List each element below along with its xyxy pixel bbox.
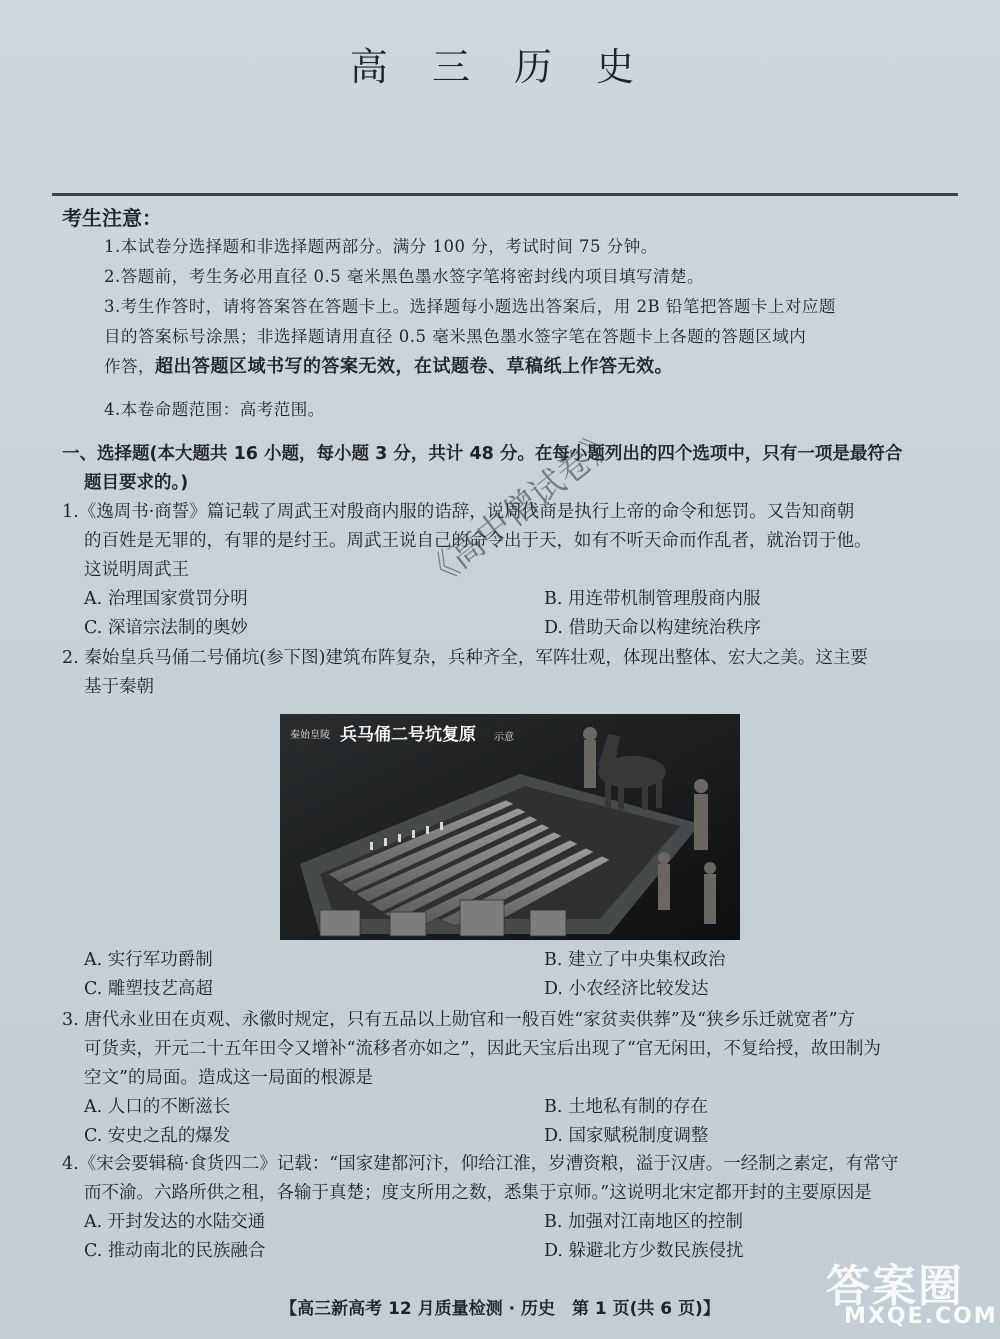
question-stem-line: 这说明周武王 bbox=[84, 560, 189, 580]
notice-item: 4.本卷命题范围：高考范围。 bbox=[104, 400, 325, 419]
options bbox=[62, 946, 962, 1004]
notice-item: 目的答案标号涂黑；非选择题请用直径 0.5 毫米黑色墨水签字笔在答题卡上各题的答题区域内 bbox=[104, 327, 807, 346]
option-a[interactable]: A. 人口的不断滋长 bbox=[84, 1097, 231, 1117]
option-d[interactable]: D. 小农经济比较发达 bbox=[544, 979, 709, 999]
figure-caption-tail: 示意 bbox=[494, 732, 514, 743]
options bbox=[62, 1093, 962, 1151]
question-3 bbox=[62, 1006, 962, 1151]
question-stem-line: 2. 秦始皇兵马俑二号俑坑(参下图)建筑布阵复杂，兵种齐全，军阵壮观，体现出整体、宏大之美。这主要 bbox=[62, 648, 868, 668]
notice-item: 3.考生作答时，请将答案答在答题卡上。选择题每小题选出答案后，用 2B 铅笔把答题卡上对应题 bbox=[104, 297, 836, 316]
question-1 bbox=[62, 498, 962, 643]
terracotta-pit-photo bbox=[280, 714, 740, 940]
option-a[interactable]: A. 治理国家赏罚分明 bbox=[84, 589, 248, 609]
pit-illustration bbox=[280, 714, 740, 940]
notice-item: 1.本试卷分选择题和非选择题两部分。满分 100 分，考试时间 75 分钟。 bbox=[104, 237, 658, 256]
question-stem-line: 4.《宋会要辑稿·食货四二》记载：“国家建都河汴，仰给江淮，岁漕资粮，溢于汉唐。一经制之素定，有常守 bbox=[62, 1154, 899, 1174]
notice-item: 2.答题前，考生务必用直径 0.5 毫米黑色墨水签字笔将密封线内项目填写清楚。 bbox=[104, 267, 704, 286]
section-heading-line: 一、选择题(本大题共 16 小题，每小题 3 分，共计 48 分。在每小题列出的四个选项中，只有一项是最符合 bbox=[62, 444, 903, 464]
option-c[interactable]: C. 深谙宗法制的奥妙 bbox=[84, 618, 248, 638]
option-c[interactable]: C. 安史之乱的爆发 bbox=[84, 1126, 231, 1146]
option-b[interactable]: B. 加强对江南地区的控制 bbox=[544, 1212, 743, 1232]
question-stem-line: 1.《逸周书·商誓》篇记载了周武王对殷商内服的诰辞，说周伐商是执行上帝的命令和惩罚。又告知商朝 bbox=[62, 502, 855, 522]
option-b[interactable]: B. 土地私有制的存在 bbox=[544, 1097, 708, 1117]
option-d[interactable]: D. 借助天命以构建统治秩序 bbox=[544, 618, 762, 638]
notice-list bbox=[104, 232, 964, 425]
question-stem-line: 可货卖，开元二十五年田令又增补“流移者亦如之”，因此天宝后出现了“官无闲田，不复给授，故田制为 bbox=[84, 1039, 881, 1059]
option-d[interactable]: D. 国家赋税制度调整 bbox=[544, 1126, 709, 1146]
notice-bold-text: 超出答题区域书写的答案无效，在试题卷、草稿纸上作答无效。 bbox=[155, 356, 673, 377]
option-b[interactable]: B. 建立了中央集权政治 bbox=[544, 950, 726, 970]
page-footer: 【高三新高考 12 月质量检测 · 历史 第 1 页(共 6 页)】 bbox=[280, 1299, 720, 1319]
option-a[interactable]: A. 开封发达的水陆交通 bbox=[84, 1212, 266, 1232]
diagonal-watermark: 《高中僧试卷》 bbox=[414, 419, 628, 598]
section-heading-line: 题目要求的。) bbox=[84, 473, 189, 493]
page-title: 高 三 历 史 bbox=[349, 45, 651, 89]
question-stem-line: 空文”的局面。造成这一局面的根源是 bbox=[84, 1068, 373, 1088]
question-2-options bbox=[62, 946, 962, 1004]
figure-caption-small: 秦始皇陵 bbox=[290, 730, 330, 741]
notice-item-prefix: 作答， bbox=[104, 357, 155, 376]
notice-heading: 考生注意： bbox=[62, 206, 162, 230]
question-stem-line: 而不渝。六路所供之租，各输于真楚；度支所用之数，悉集于京师。”这说明北宋定都开封的主要原因是 bbox=[84, 1183, 872, 1203]
figure-caption-main: 兵马俑二号坑复原 bbox=[340, 725, 476, 745]
option-d[interactable]: D. 躲避北方少数民族侵扰 bbox=[544, 1241, 744, 1261]
section-heading bbox=[62, 440, 962, 498]
option-a[interactable]: A. 实行军功爵制 bbox=[84, 950, 213, 970]
question-2 bbox=[62, 644, 962, 702]
site-logo-watermark bbox=[820, 1246, 998, 1336]
option-c[interactable]: C. 推动南北的民族融合 bbox=[84, 1241, 266, 1261]
logo-url: MXQE.COM bbox=[844, 1304, 998, 1329]
question-stem-line: 3. 唐代永业田在贞观、永徽时规定，只有五品以上勋官和一般百姓“家贫卖供葬”及“狭乡乐迁就宽者”方 bbox=[62, 1010, 856, 1030]
option-c[interactable]: C. 雕塑技艺高超 bbox=[84, 979, 213, 999]
logo-text: 答案圈 bbox=[826, 1261, 964, 1312]
question-stem-line: 基于秦朝 bbox=[84, 677, 154, 697]
options bbox=[62, 585, 962, 643]
question-stem-line: 的百姓是无罪的，有罪的是纣王。周武王说自己的命令出于天，如有不听天命而作乱者，就治罚于他。 bbox=[84, 531, 872, 551]
notice-item bbox=[104, 352, 964, 381]
option-b[interactable]: B. 用连带机制管理殷商内服 bbox=[544, 589, 761, 609]
header-divider bbox=[52, 193, 958, 196]
